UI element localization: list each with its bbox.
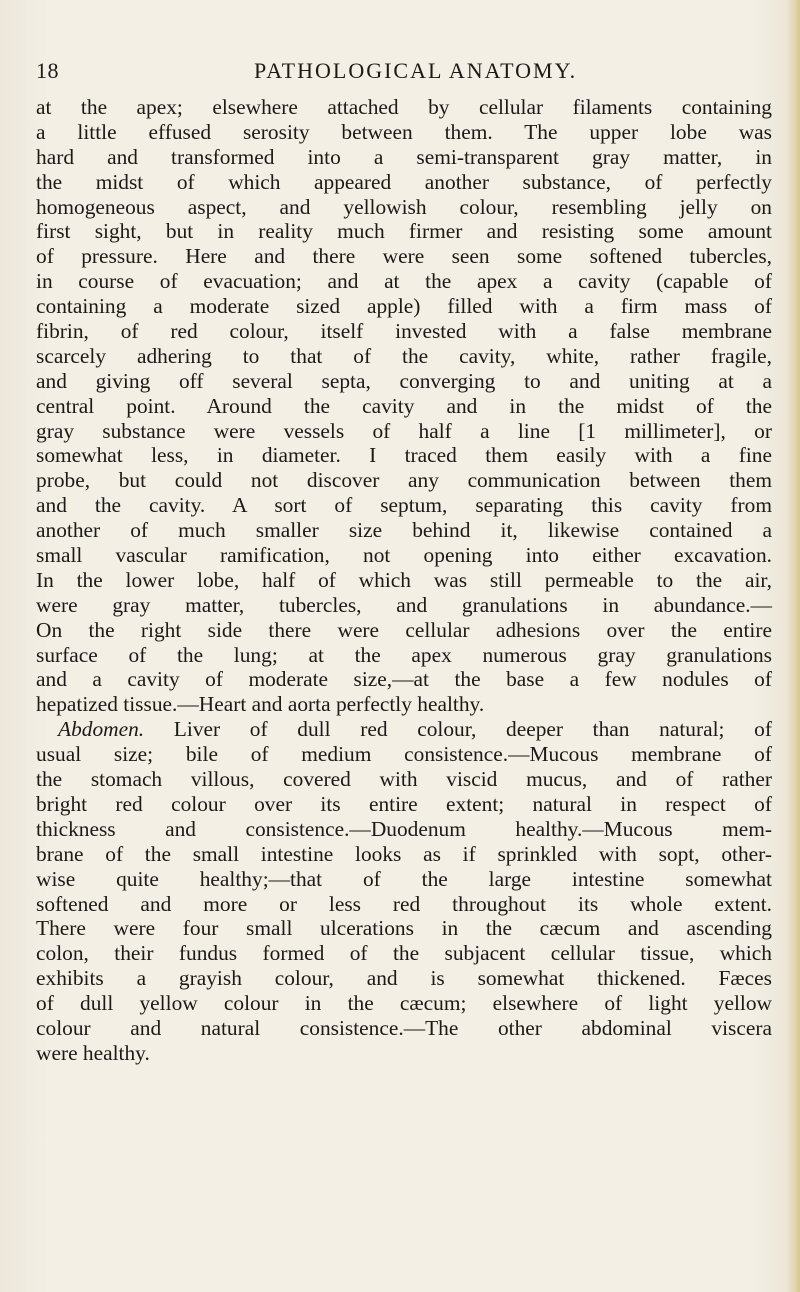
text-line: surface of the lung; at the apex numerous gray granulations [36,642,772,667]
text-line: and a cavity of moderate size,—at the base a few nodules of [36,667,772,692]
text-line: were healthy. [36,1040,150,1065]
text-line: bright red colour over its entire extent; natural in respect of [36,791,772,816]
text-line: a little effused serosity between them. The upper lobe was [36,119,772,144]
text-line: exhibits a grayish colour, and is somewhat thickened. Fæces [36,966,772,991]
text-line: central point. Around the cavity and in the midst of the [36,393,772,418]
text-line: In the lower lobe, half of which was still permeable to the air, [36,567,772,592]
text-line: probe, but could not discover any communication between them [36,468,772,493]
page-edge-shadow [786,0,800,1292]
text-line: fibrin, of red colour, itself invested with a false membrane [36,319,772,344]
text-line: brane of the small intestine looks as if sprinkled with sopt, other- [36,841,772,866]
text-line: There were four small ulcerations in the cæcum and ascending [36,916,772,941]
abdomen-first-line-text: Liver of dull red colour, deeper than natural; of [144,717,772,742]
text-line: colon, their fundus formed of the subjacent cellular tissue, which [36,941,772,966]
text-line: somewhat less, in diameter. I traced them easily with a fine [36,443,772,468]
text-line: usual size; bile of medium consistence.—Mucous membrane of [36,742,772,767]
text-line: On the right side there were cellular adhesions over the entire [36,617,772,642]
text-line: hard and transformed into a semi-transparent gray matter, in [36,144,772,169]
running-title: PATHOLOGICAL ANATOMY. [254,58,578,83]
text-line: first sight, but in reality much firmer and resisting some amount [36,219,772,244]
text-line: in course of evacuation; and at the apex a cavity (capable of [36,269,772,294]
text-line: of dull yellow colour in the cæcum; elsewhere of light yellow [36,991,772,1016]
text-line: homogeneous aspect, and yellowish colour, resembling jelly on [36,194,772,219]
text-line: gray substance were vessels of half a line [1 millimeter], or [36,418,772,443]
body-text [36,95,772,1066]
text-line: colour and natural consistence.—The other abdominal viscera [36,1015,772,1040]
page-header [36,58,772,86]
text-line: the midst of which appeared another substance, of perfectly [36,169,772,194]
text-line: at the apex; elsewhere attached by cellular filaments containing [36,95,772,119]
text-line: wise quite healthy;—that of the large intestine somewhat [36,866,772,891]
text-line: the stomach villous, covered with viscid mucus, and of rather [36,767,772,792]
text-line: were gray matter, tubercles, and granulations in abundance.— [36,592,772,617]
text-line: thickness and consistence.—Duodenum healthy.—Mucous mem- [36,816,772,841]
text-line: and giving off several septa, converging to and uniting at a [36,368,772,393]
text-line: scarcely adhering to that of the cavity, white, rather fragile, [36,343,772,368]
text-line: containing a moderate sized apple) filled with a firm mass of [36,294,772,319]
text-line: of pressure. Here and there were seen some softened tubercles, [36,244,772,269]
page-number: 18 [36,58,59,83]
text-line: and the cavity. A sort of septum, separating this cavity from [36,493,772,518]
abdomen-heading: Abdomen. [58,717,145,742]
text-line: another of much smaller size behind it, likewise contained a [36,518,772,543]
abdomen-first-line [36,717,772,742]
text-line: small vascular ramification, not opening into either excavation. [36,543,772,568]
text-line: softened and more or less red throughout its whole extent. [36,891,772,916]
text-line: hepatized tissue.—Heart and aorta perfectly healthy. [36,692,485,717]
